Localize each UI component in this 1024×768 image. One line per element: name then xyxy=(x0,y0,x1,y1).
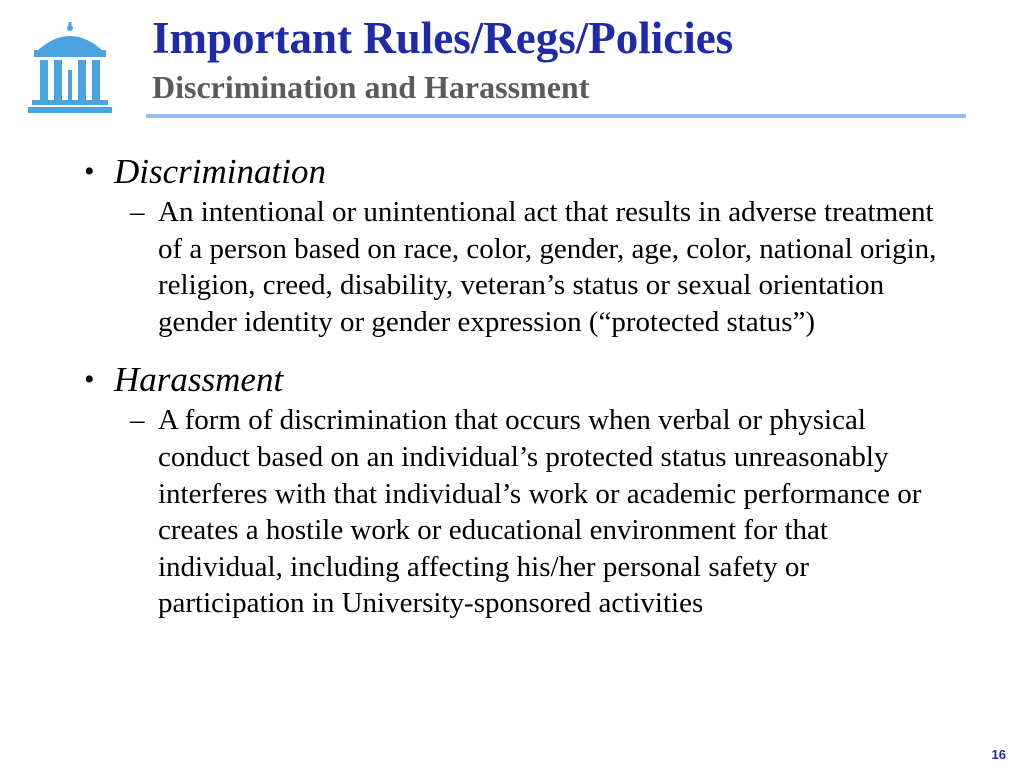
definition-harassment xyxy=(130,402,958,622)
title-divider xyxy=(146,114,966,118)
definition-text: A form of discrimination that occurs when verbal or physical conduct based on an individual’s protected status unreasonably interferes with that individual’s work or academic performance or creates a hostile work or educational environment for that individual, including affecting his/her personal safety or participation in University-sponsored activities xyxy=(158,404,922,620)
definition-discrimination xyxy=(130,194,958,340)
page-subtitle: Discrimination and Harassment xyxy=(152,69,590,105)
page-title: Important Rules/Regs/Policies xyxy=(152,13,734,63)
slide-body xyxy=(84,150,984,622)
page-number: 16 xyxy=(991,747,1006,762)
bullet-marker: • xyxy=(84,363,95,397)
old-well-logo-icon xyxy=(28,20,112,116)
dash-marker: – xyxy=(130,404,145,437)
bullet-term: Discrimination xyxy=(114,152,326,191)
bullet-harassment xyxy=(84,358,984,402)
bullet-marker: • xyxy=(84,155,95,188)
bullet-discrimination xyxy=(84,150,984,194)
dash-marker: – xyxy=(130,196,145,228)
definition-text: An intentional or unintentional act that results in adverse treatment of a person based on race, color, gender, age, color, national origin, religion, creed, disability, veteran’s status or sexual orientation gender identity or gender expression (“protected status”) xyxy=(158,196,937,338)
bullet-term: Harassment xyxy=(114,360,284,400)
